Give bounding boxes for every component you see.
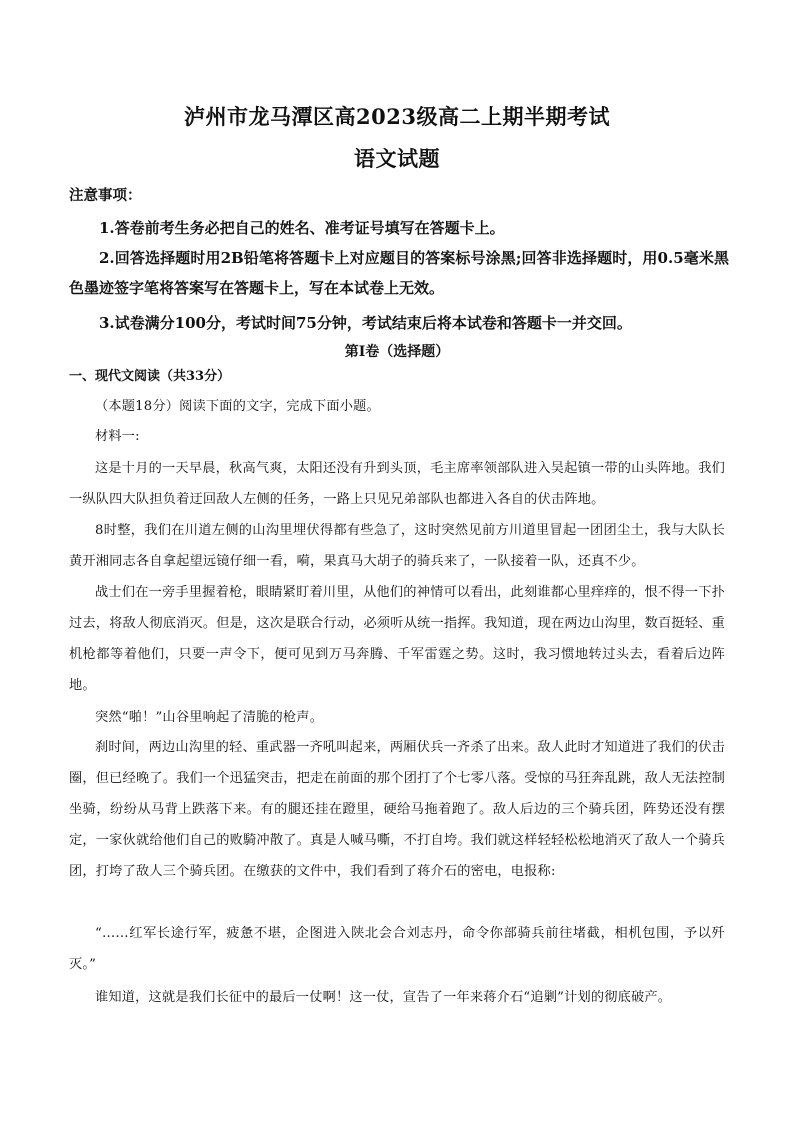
body-paragraph: 谁知道，这就是我们长征中的最后一仗啊！这一仗，宣告了一年来蒋介石“追剿”计划的彻底破产。 [95, 990, 672, 1005]
exam-title: 泸州市龙马潭区高2023级高二上期半期考试 [184, 104, 610, 129]
notes-heading: 注意事项： [69, 187, 142, 204]
notice-item-2: 2.回答选择题时用2B铅笔将答题卡上对应题目的答案标号涂黑;回答非选择题时，用0.5毫米黑色墨迹签字笔将答案写在答题卡上，写在本试卷上无效。 [69, 249, 729, 297]
body-paragraph: 战士们在一旁手里握着枪，眼睛紧盯着川里，从他们的神情可以看出，此刻谁都心里痒痒的，恨不得一下扑过去，将敌人彻底消灭。但是，这次是联合行动，必须听从统一指挥。我知道，现在两边山沟里，数百挺轻、重机枪都等着他们，只要一声令下，便可见到万马奔腾、千军雷霆之势。这时，我习惯地转过头去，看着后边阵地。 [69, 585, 725, 693]
reading-instruction: （本题18分）阅读下面的文字，完成下面小题。 [95, 399, 380, 414]
notice-item-1: 1.答卷前考生务必把自己的姓名、准考证号填写在答题卡上。 [99, 219, 505, 237]
body-paragraph: 8时整，我们在川道左侧的山沟里埋伏得都有些急了，这时突然见前方川道里冒起一团团尘土，我与大队长黄开湘同志各自拿起望远镜仔细一看，嗬，果真马大胡子的骑兵来了，一队接着一队，还真不少。 [69, 523, 725, 569]
exam-subtitle: 语文试题 [354, 146, 440, 171]
notice-item-3: 3.试卷满分100分，考试时间75分钟，考试结束后将本试卷和答题卡一并交回。 [99, 314, 632, 332]
section-heading: 一、现代文阅读（共33分） [69, 369, 231, 384]
material-label: 材料一: [95, 429, 140, 444]
body-paragraph: 这是十月的一天早晨，秋高气爽，太阳还没有升到头顶，毛主席率领部队进入吴起镇一带的山头阵地。我们一纵队四大队担负着迂回敌人左侧的任务，一路上只见兄弟部队也都进入各自的伏击阵地。 [69, 461, 725, 507]
body-paragraph: 突然“啪！”山谷里响起了清脆的枪声。 [95, 710, 324, 725]
telegram-quote: “……红军长途行军，疲惫不堪，企图进入陕北会合刘志丹，命令你部骑兵前往堵截，相机包围，予以歼灭。” [69, 926, 725, 972]
part-title: 第Ⅰ卷（选择题） [344, 344, 450, 360]
body-paragraph: 刹时间，两边山沟里的轻、重武器一齐吼叫起来，两厢伏兵一齐杀了出来。敌人此时才知道进了我们的伏击圈，但已经晚了。我们一个迅猛突击，把走在前面的那个团打了个七零八落。受惊的马狂奔乱跳，敌人无法控制坐骑，纷纷从马背上跌落下来。有的腿还挂在蹬里，硬给马拖着跑了。敌人后边的三个骑兵团，阵势还没有摆定，一家伙就给他们自己的败騎冲散了。真是人喊马嘶，不打自垮。我们就这样轻轻松松地消灭了敌人一个骑兵团，打垮了敌人三个骑兵团。在缴获的文件中，我们看到了蒋介石的密电，电报称: [69, 740, 725, 879]
